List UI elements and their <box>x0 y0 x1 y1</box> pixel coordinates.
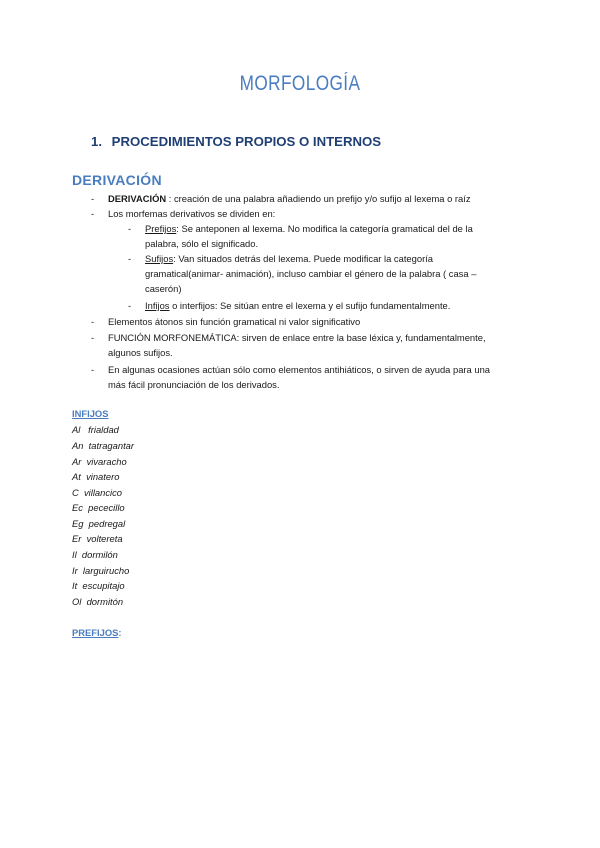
bullet-elementos: Elementos átonos sin función gramatical ni valor significativo <box>108 316 361 327</box>
bullet-dash: - <box>91 316 95 327</box>
infijo-example: Al frialdad <box>72 424 119 435</box>
infijo-example: An tatragantar <box>72 440 135 451</box>
sub-bullet-dash: - <box>128 300 132 311</box>
prefijos-text-cont: palabra, sólo el significado. <box>145 238 259 249</box>
prefijos-heading-colon: : <box>118 627 122 638</box>
section-number: 1. <box>91 134 102 149</box>
bullet-funcion: FUNCIÓN MORFONEMÁTICA: sirven de enlace entre la base léxica y, fundamentalmente, <box>108 332 486 343</box>
bullet-derivacion-term: DERIVACIÓN <box>108 193 167 204</box>
infijo-example: Er voltereta <box>72 533 123 544</box>
infijo-example: Ec pececillo <box>72 502 125 513</box>
infijo-example: It escupitajo <box>72 580 125 591</box>
sufijos-text: : Van situados detrás del lexema. Puede modificar la categoría <box>173 253 434 264</box>
sufijos-term: Sufijos <box>145 253 174 264</box>
infijo-example: Eg pedregal <box>72 518 126 529</box>
bullet-funcion-cont: algunos sufijos. <box>108 347 173 358</box>
sub-bullet-dash: - <box>128 253 132 264</box>
infijo-example: Il dormilón <box>72 549 118 560</box>
page-title: MORFOLOGÍA <box>239 72 361 95</box>
infijos-text: o interfijos: Se sitúan entre el lexema y el sufijo fundamentalmente. <box>169 300 451 311</box>
subheading-derivacion: DERIVACIÓN <box>72 172 162 188</box>
bullet-derivacion <box>108 192 471 205</box>
prefijos-term: Prefijos <box>145 223 177 234</box>
section-title: PROCEDIMIENTOS PROPIOS O INTERNOS <box>111 134 382 149</box>
bullet-dash: - <box>91 332 95 343</box>
bullet-dash: - <box>91 193 95 204</box>
sub-bullet-dash: - <box>128 223 132 234</box>
infijos-heading <box>72 408 108 419</box>
infijos-term: Infijos <box>145 300 170 311</box>
bullet-ocasiones: En algunas ocasiones actúan sólo como elementos antihiáticos, o sirven de ayuda para una <box>108 364 491 375</box>
bullet-dash: - <box>91 364 95 375</box>
infijo-example: Ir larguirucho <box>72 565 130 576</box>
infijo-example: Ar vivaracho <box>72 456 127 467</box>
bullet-derivacion-text: : creación de una palabra añadiendo un prefijo y/o sufijo al lexema o raíz <box>166 193 471 204</box>
sub-bullet-prefijos <box>145 222 473 235</box>
bullet-ocasiones-cont: más fácil pronunciación de los derivados. <box>108 379 280 390</box>
prefijos-heading <box>72 627 122 638</box>
infijo-example: At vinatero <box>72 471 120 482</box>
sufijos-text-cont: gramatical(animar- animación), incluso cambiar el género de la palabra ( casa – <box>145 268 477 279</box>
bullet-morfemas: Los morfemas derivativos se dividen en: <box>108 208 276 219</box>
prefijos-text: : Se anteponen al lexema. No modifica la categoría gramatical del de la <box>176 223 473 234</box>
sub-bullet-infijos <box>145 299 450 312</box>
prefijos-heading-text: PREFIJOS <box>72 627 119 638</box>
infijos-heading-text: INFIJOS <box>72 408 109 419</box>
infijo-example: C villancico <box>72 487 123 498</box>
sufijos-text-cont: caserón) <box>145 283 182 294</box>
sub-bullet-sufijos <box>145 252 433 265</box>
infijo-example: Ol dormitón <box>72 596 124 607</box>
bullet-dash: - <box>91 208 95 219</box>
section-heading <box>91 134 381 149</box>
